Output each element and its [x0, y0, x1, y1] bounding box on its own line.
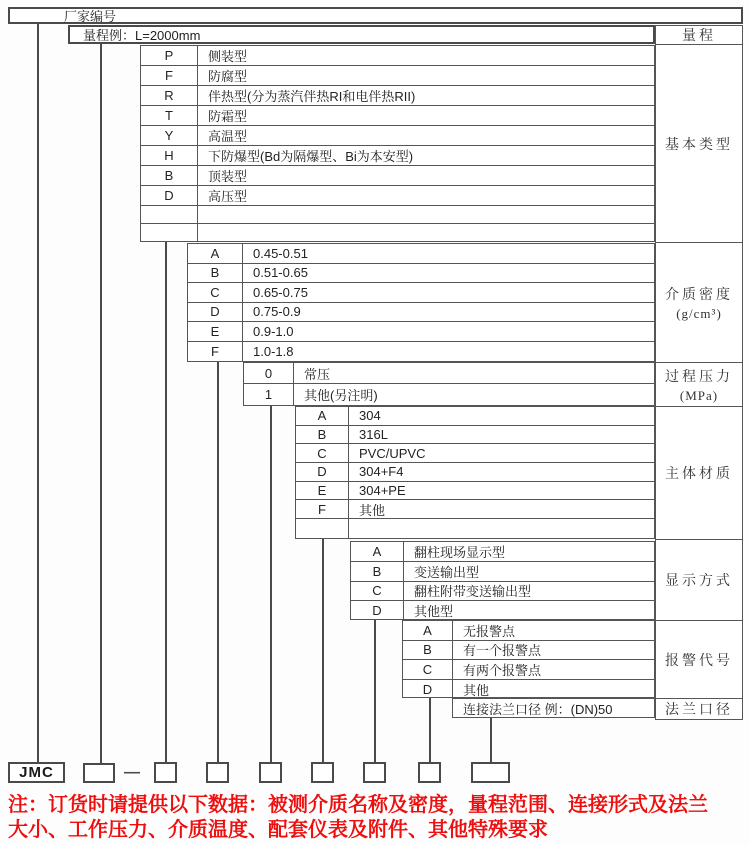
code-cell: E: [296, 482, 349, 500]
desc-cell: 0.51-0.65: [253, 265, 308, 281]
model-prefix-box: [8, 762, 65, 783]
label-flange: 法兰口径: [665, 703, 733, 718]
connector-line-alarm: [429, 698, 431, 762]
ordering-note-line2: 大小、工作压力、介质温度、配套仪表及附件、其他特殊要求: [8, 819, 548, 841]
ordering-note: [8, 793, 748, 843]
table-row: [403, 680, 654, 699]
code-cell: C: [296, 444, 349, 462]
desc-cell: 304: [359, 408, 381, 424]
table-row: [188, 342, 654, 361]
connector-line-range: [100, 44, 102, 763]
connector-line-material: [322, 539, 324, 762]
desc-cell: 无报警点: [463, 623, 516, 639]
desc-cell: 1.0-1.8: [253, 343, 294, 359]
desc-cell: 0.65-0.75: [253, 284, 308, 300]
basic-type-table: [140, 45, 655, 242]
desc-cell: 其他: [463, 682, 490, 698]
table-row: [351, 582, 654, 602]
display-table: [350, 541, 655, 620]
desc-cell: 其他型: [414, 604, 454, 620]
code-cell: B: [188, 264, 243, 283]
code-cell: B: [403, 641, 453, 660]
table-row: [296, 482, 654, 501]
category-label-column: [655, 25, 743, 720]
desc-cell: 304+PE: [359, 483, 406, 499]
code-box-range: [83, 763, 115, 783]
desc-cell: 0.75-0.9: [253, 304, 301, 320]
code-box-basic: [154, 762, 177, 783]
desc-cell: 翻柱现场显示型: [414, 544, 506, 560]
code-cell: C: [188, 283, 243, 302]
table-row-empty: [141, 224, 654, 241]
code-box-alarm: [418, 762, 441, 783]
code-cell: B: [351, 562, 404, 581]
range-example-label: 量程例：L=2000mm: [83, 28, 201, 43]
desc-cell: 0.45-0.51: [253, 245, 308, 261]
pressure-table: [243, 362, 655, 406]
table-row-empty: [141, 206, 654, 224]
desc-cell: 0.9-1.0: [253, 323, 294, 339]
code-cell: A: [351, 542, 404, 561]
table-row: [141, 126, 654, 146]
code-cell: P: [141, 46, 198, 65]
table-row: [351, 601, 654, 620]
table-row: [244, 384, 654, 405]
code-cell: D: [188, 303, 243, 322]
table-row: [188, 244, 654, 264]
table-row: [296, 463, 654, 482]
table-row: [188, 264, 654, 284]
desc-cell: 连接法兰口径 例：(DN)50: [463, 702, 613, 717]
code-cell: B: [296, 426, 349, 444]
density-table: [187, 243, 655, 362]
desc-cell: 防霜型: [208, 109, 248, 124]
desc-cell: 伴热型(分为蒸汽伴热RI和电伴热RII): [208, 89, 416, 104]
desc-cell: 有两个报警点: [463, 662, 542, 678]
code-cell: 0: [244, 363, 294, 383]
desc-cell: 变送输出型: [414, 564, 480, 580]
desc-cell: 有一个报警点: [463, 643, 542, 659]
table-row: [188, 322, 654, 342]
code-cell: A: [403, 621, 453, 640]
label-material: 主体材质: [656, 407, 742, 540]
table-row: [351, 542, 654, 562]
code-cell: B: [141, 166, 198, 185]
table-row: [141, 166, 654, 186]
desc-cell: 侧装型: [208, 49, 248, 64]
code-cell: T: [141, 106, 198, 125]
label-basic-type: 基本类型: [656, 45, 742, 243]
connector-line-flange: [490, 718, 492, 762]
flange-row: [452, 698, 655, 718]
code-cell: 1: [244, 384, 294, 405]
desc-cell: 防腐型: [208, 69, 248, 84]
desc-cell: 316L: [359, 427, 388, 442]
connector-line-pressure: [270, 406, 272, 762]
table-row: [141, 46, 654, 66]
table-row: [351, 562, 654, 582]
table-row: [188, 303, 654, 323]
table-row: [141, 106, 654, 126]
table-row: [141, 146, 654, 166]
code-cell: F: [188, 342, 243, 361]
alarm-table: [402, 620, 655, 698]
code-box-pressure: [259, 762, 282, 783]
desc-cell: 顶装型: [208, 169, 248, 184]
model-code-dash: —: [124, 763, 140, 781]
ordering-note-line1: 注：订货时请提供以下数据：被测介质名称及密度，量程范围、连接形式及法兰: [8, 794, 708, 816]
code-box-flange: [471, 762, 510, 783]
code-cell: Y: [141, 126, 198, 145]
code-cell: F: [141, 66, 198, 85]
desc-cell: 下防爆型(Bd为隔爆型、Bi为本安型): [208, 149, 414, 164]
table-row: [244, 363, 654, 384]
label-density: 介质密度 (g/cm³): [656, 243, 742, 363]
table-row: [403, 641, 654, 661]
desc-cell: 常压: [304, 366, 331, 382]
factory-number-row: [8, 7, 743, 24]
table-row: [141, 66, 654, 86]
code-cell: D: [403, 680, 453, 699]
code-cell: D: [351, 601, 404, 620]
connector-line-basic: [165, 242, 167, 762]
connector-line-density: [217, 362, 219, 762]
code-cell: C: [351, 582, 404, 601]
table-row-empty: [296, 519, 654, 538]
connector-line-display: [374, 620, 376, 762]
label-pressure: 过程压力 (MPa): [656, 363, 742, 407]
table-row: [296, 444, 654, 463]
desc-cell: 高温型: [208, 129, 248, 144]
label-alarm: 报警代号: [656, 621, 742, 699]
label-display: 显示方式: [656, 540, 742, 621]
connector-line-factory: [37, 23, 39, 762]
table-row: [188, 283, 654, 303]
code-box-density: [206, 762, 229, 783]
code-cell: E: [188, 322, 243, 341]
material-table: [295, 406, 655, 539]
desc-cell: 其他(另注明): [304, 388, 378, 403]
code-cell: R: [141, 86, 198, 105]
code-cell: A: [296, 407, 349, 425]
factory-number-label: 厂家编号: [64, 9, 117, 24]
code-cell: D: [296, 463, 349, 481]
desc-cell: 翻柱附带变送输出型: [414, 584, 532, 600]
table-row: [403, 660, 654, 680]
table-row: [296, 500, 654, 519]
code-cell: C: [403, 660, 453, 679]
code-cell: A: [188, 244, 243, 263]
code-cell: F: [296, 500, 349, 518]
code-box-material: [311, 762, 334, 783]
code-box-display: [363, 762, 386, 783]
table-row: [141, 186, 654, 206]
desc-cell: 304+F4: [359, 464, 404, 480]
desc-cell: 其他: [359, 502, 386, 518]
table-row: [403, 621, 654, 641]
code-cell: D: [141, 186, 198, 205]
desc-cell: 高压型: [208, 189, 248, 204]
label-range: 量程: [656, 26, 742, 45]
table-row: [296, 407, 654, 426]
range-example-row: [68, 25, 655, 44]
model-prefix: JMC: [19, 764, 54, 781]
desc-cell: PVC/UPVC: [359, 445, 426, 461]
table-row: [296, 426, 654, 445]
table-row: [453, 699, 654, 718]
table-row: [141, 86, 654, 106]
code-cell: H: [141, 146, 198, 165]
